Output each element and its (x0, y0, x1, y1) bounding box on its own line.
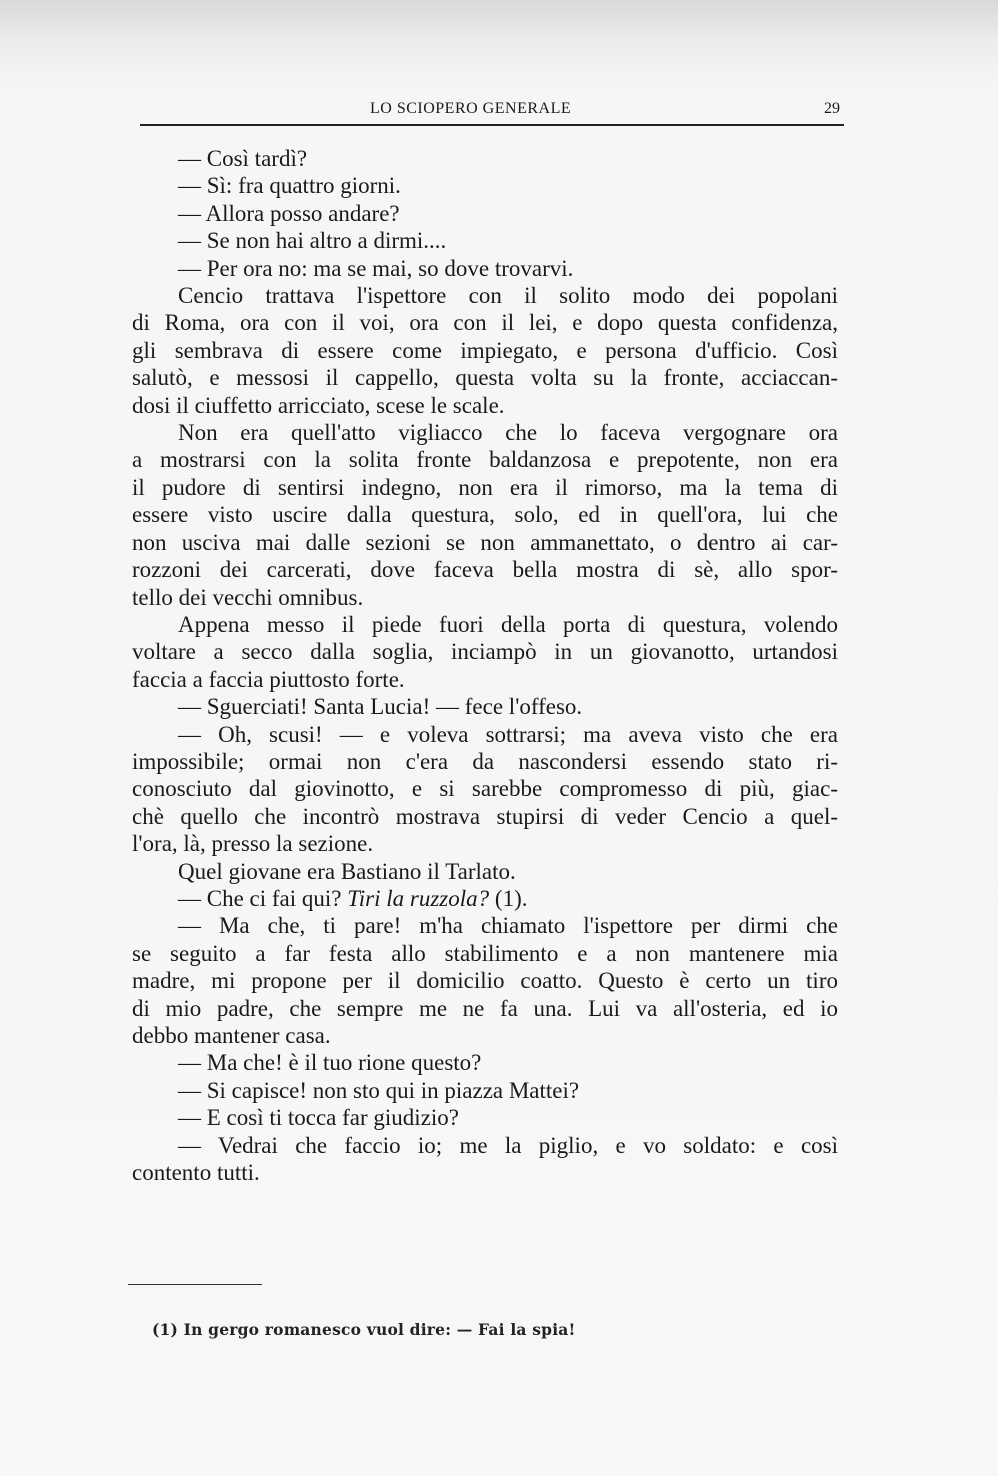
text-line: Cencio trattava l'ispettore con il solito modo dei popolani (178, 283, 838, 309)
text-line: — Vedrai che faccio io; me la piglio, e vo soldato: e così (178, 1132, 838, 1158)
italic-phrase: Tiri la ruzzola? (347, 885, 490, 911)
text-line: gli sembrava di essere come impiegato, e persona d'ufficio. Così (132, 337, 838, 363)
text-line: dosi il ciuffetto arricciato, scese le scale. (132, 392, 505, 418)
text-line: — Oh, scusi! — e voleva sottrarsi; ma aveva visto che era (178, 721, 838, 747)
header-rule (140, 124, 844, 126)
text-line: — Allora posso andare? (178, 200, 400, 226)
page-number: 29 (824, 100, 840, 117)
line-segment: — Che ci fai qui? (178, 885, 348, 911)
text-line: di Roma, ora con il voi, ora con il lei, e dopo questa confidenza, (132, 310, 838, 336)
text-line: Quel giovane era Bastiano il Tarlato. (178, 858, 516, 884)
running-head (140, 100, 840, 122)
text-line: il pudore di sentirsi indegno, non era il rimorso, ma la tema di (132, 474, 838, 500)
text-line: — Così tardì? (178, 146, 308, 171)
running-title: LO SCIOPERO GENERALE (370, 100, 572, 117)
text-line: — Sì: fra quattro giorni. (178, 173, 401, 199)
text-line: Non era quell'atto vigliacco che lo faceva vergognare ora (178, 420, 838, 446)
text-line: — Se non hai altro a dirmi.... (178, 228, 447, 254)
text-line: l'ora, là, presso la sezione. (132, 831, 374, 857)
text-line: — Sguerciati! Santa Lucia! — fece l'offeso. (178, 694, 583, 720)
footnote-rule (128, 1284, 262, 1285)
text-line: contento tutti. (132, 1160, 260, 1186)
text-line: non usciva mai dalle sezioni se non ammanettato, o dentro ai car- (132, 529, 838, 555)
text-line: a mostrarsi con la solita fronte baldanzosa e prepotente, non era (132, 447, 838, 473)
text-line: madre, mi propone per il domicilio coatto. Questo è certo un tiro (132, 968, 838, 994)
text-line: — Per ora no: ma se mai, so dove trovarvi. (178, 255, 574, 281)
text-line: rozzoni dei carcerati, dove faceva bella mostra di sè, allo spor- (132, 557, 838, 583)
text-line: Appena messo il piede fuori della porta di questura, volendo (178, 611, 838, 637)
text-line: salutò, e messosi il cappello, questa volta su la fronte, acciaccan- (132, 365, 838, 391)
text-line: conosciuto dal giovinotto, e si sarebbe compromesso di più, giac- (132, 776, 838, 802)
text-line: voltare a secco dalla soglia, inciampò in un giovanotto, urtandosi (132, 639, 838, 665)
text-line: debbo mantener casa. (132, 1023, 331, 1048)
text-line: tello dei vecchi omnibus. (132, 584, 364, 610)
text-line: — Ma che, ti pare! m'ha chiamato l'ispettore per dirmi che (178, 913, 838, 939)
text-line (132, 885, 838, 912)
text-line: — Si capisce! non sto qui in piazza Mattei? (178, 1077, 580, 1103)
text-line: — E così ti tocca far giudizio? (178, 1105, 460, 1131)
footnote-reference: (1). (489, 885, 528, 911)
footnote: (1) In gergo romanesco vuol dire: — Fai la spia! (152, 1320, 576, 1339)
text-line: essere visto uscire dalla questura, solo, ed in quell'ora, lui che (132, 502, 838, 528)
text-line: se seguito a far festa allo stabilimento e a non mantenere mia (132, 940, 838, 966)
text-line: — Ma che! è il tuo rione questo? (178, 1050, 482, 1076)
text-line: di mio padre, che sempre me ne fa una. Lui va all'osteria, ed io (132, 995, 838, 1021)
body-text (132, 145, 838, 1186)
text-line: impossibile; ormai non c'era da nascondersi essendo stato ri- (132, 748, 838, 774)
text-line: chè quello che incontrò mostrava stupirsi di veder Cencio a quel- (132, 803, 838, 829)
text-line: faccia a faccia piuttosto forte. (132, 666, 405, 692)
